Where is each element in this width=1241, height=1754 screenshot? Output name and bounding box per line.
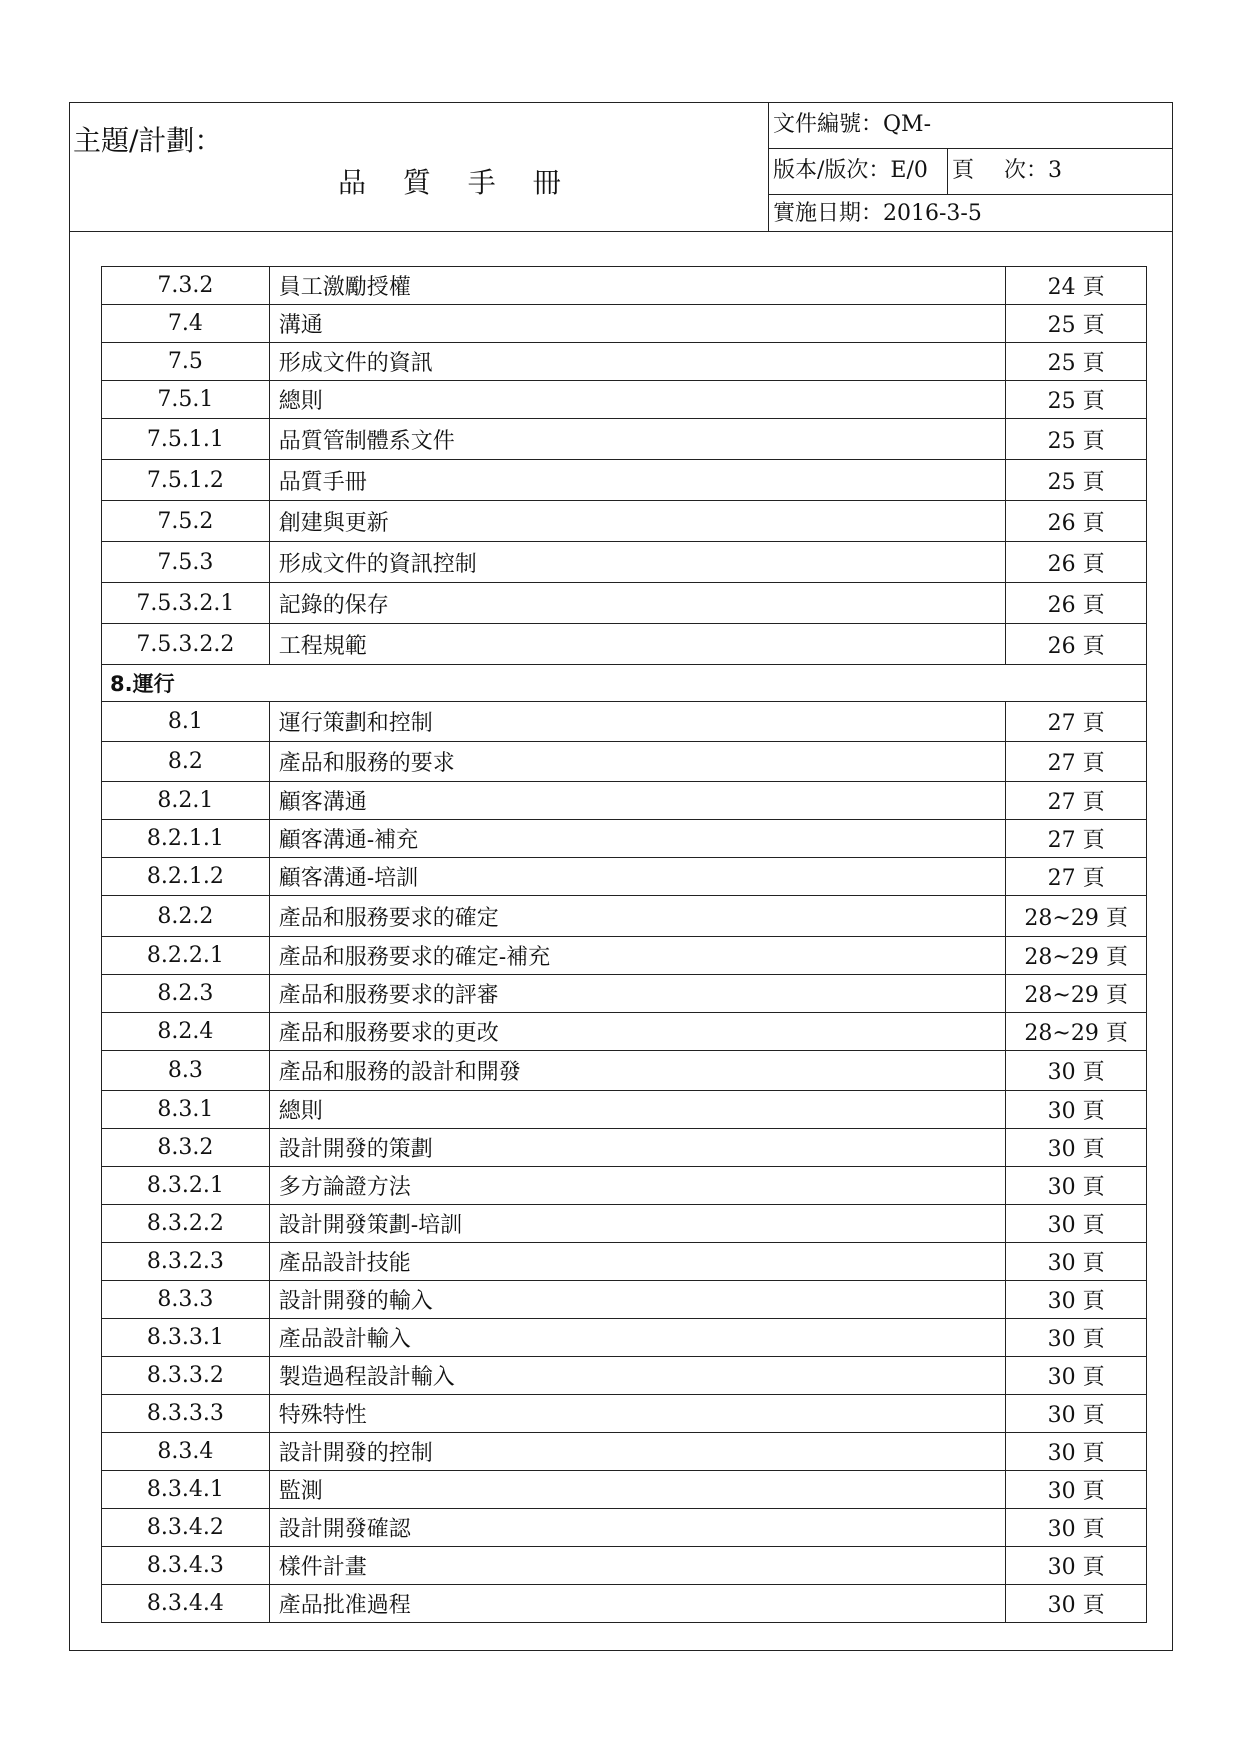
table-row (102, 1509, 1147, 1547)
section-heading: 8.運行 (102, 665, 1147, 702)
effective-date: 實施日期：2016-3-5 (773, 201, 982, 226)
toc-page: 27 頁 (1006, 742, 1147, 782)
toc-title: 設計開發策劃-培訓 (269, 1205, 1006, 1243)
toc-title: 運行策劃和控制 (269, 702, 1006, 742)
table-row (102, 343, 1147, 381)
toc-title: 形成文件的資訊 (269, 343, 1006, 381)
toc-page: 30 頁 (1006, 1091, 1147, 1129)
table-row (102, 1129, 1147, 1167)
toc-title: 產品設計輸入 (269, 1319, 1006, 1357)
toc-page: 26 頁 (1006, 583, 1147, 624)
toc-page: 27 頁 (1006, 702, 1147, 742)
toc-title: 特殊特性 (269, 1395, 1006, 1433)
toc-number: 8.2.3 (102, 975, 270, 1013)
table-row (102, 1013, 1147, 1051)
toc-page: 25 頁 (1006, 460, 1147, 501)
table-row (102, 742, 1147, 782)
toc-page: 30 頁 (1006, 1319, 1147, 1357)
toc-title: 設計開發的控制 (269, 1433, 1006, 1471)
toc-page: 28~29 頁 (1006, 937, 1147, 975)
toc-number: 8.3.4.1 (102, 1471, 270, 1509)
toc-page: 27 頁 (1006, 782, 1147, 820)
toc-number: 7.5.1.1 (102, 419, 270, 460)
toc-number: 8.2.2 (102, 896, 270, 937)
toc-number: 8.3.2.2 (102, 1205, 270, 1243)
toc-page: 30 頁 (1006, 1395, 1147, 1433)
table-row (102, 1547, 1147, 1585)
table-row (102, 782, 1147, 820)
table-row (102, 1051, 1147, 1091)
table-row (102, 1395, 1147, 1433)
toc-title: 產品和服務要求的確定 (269, 896, 1006, 937)
doc-number: 文件編號：QM- (769, 103, 1172, 149)
toc-title: 形成文件的資訊控制 (269, 542, 1006, 583)
toc-page: 24 頁 (1006, 267, 1147, 305)
toc-title: 產品和服務的設計和開發 (269, 1051, 1006, 1091)
table-row (102, 820, 1147, 858)
toc-number: 8.1 (102, 702, 270, 742)
toc-page: 27 頁 (1006, 858, 1147, 896)
table-row (102, 1357, 1147, 1395)
toc-number: 8.2 (102, 742, 270, 782)
toc-page: 26 頁 (1006, 624, 1147, 665)
toc-page: 30 頁 (1006, 1433, 1147, 1471)
table-row (102, 1167, 1147, 1205)
toc-title: 顧客溝通-補充 (269, 820, 1006, 858)
toc-title: 品質手冊 (269, 460, 1006, 501)
toc-number: 8.2.1.2 (102, 858, 270, 896)
toc-number: 8.3 (102, 1051, 270, 1091)
toc-number: 8.2.4 (102, 1013, 270, 1051)
toc-number: 8.3.3 (102, 1281, 270, 1319)
toc-number: 8.3.4.2 (102, 1509, 270, 1547)
table-row (102, 937, 1147, 975)
toc-page: 28~29 頁 (1006, 1013, 1147, 1051)
toc-title: 監測 (269, 1471, 1006, 1509)
toc-page: 30 頁 (1006, 1585, 1147, 1623)
toc-title: 產品和服務的要求 (269, 742, 1006, 782)
table-row (102, 460, 1147, 501)
toc-page: 30 頁 (1006, 1509, 1147, 1547)
toc-number: 7.4 (102, 305, 270, 343)
page-info (947, 149, 1172, 194)
toc-page: 25 頁 (1006, 381, 1147, 419)
toc-number: 7.5 (102, 343, 270, 381)
section-heading-row (102, 665, 1147, 702)
table-row (102, 1091, 1147, 1129)
toc-page: 30 頁 (1006, 1051, 1147, 1091)
table-row (102, 1205, 1147, 1243)
toc-number: 7.5.2 (102, 501, 270, 542)
toc-title: 總則 (269, 381, 1006, 419)
table-row (102, 381, 1147, 419)
table-row (102, 1281, 1147, 1319)
table-row (102, 858, 1147, 896)
header-info-area (768, 103, 1172, 231)
table-row (102, 975, 1147, 1013)
toc-number: 7.5.3.2.1 (102, 583, 270, 624)
table-row (102, 267, 1147, 305)
toc-number: 8.3.3.1 (102, 1319, 270, 1357)
toc-number: 8.2.2.1 (102, 937, 270, 975)
toc-title: 工程規範 (269, 624, 1006, 665)
table-row (102, 896, 1147, 937)
toc-number: 8.3.2 (102, 1129, 270, 1167)
table-row (102, 583, 1147, 624)
toc-title: 設計開發的輸入 (269, 1281, 1006, 1319)
toc-number: 8.3.3.2 (102, 1357, 270, 1395)
toc-number: 7.5.1 (102, 381, 270, 419)
header-title-area (70, 103, 768, 231)
toc-title: 產品和服務要求的評審 (269, 975, 1006, 1013)
page-label: 頁 (952, 158, 975, 183)
toc-title: 設計開發確認 (269, 1509, 1006, 1547)
toc-page: 30 頁 (1006, 1357, 1147, 1395)
toc-page: 30 頁 (1006, 1243, 1147, 1281)
toc-number: 8.3.4.3 (102, 1547, 270, 1585)
toc-page: 25 頁 (1006, 343, 1147, 381)
table-row (102, 1243, 1147, 1281)
toc-page: 26 頁 (1006, 501, 1147, 542)
table-row (102, 305, 1147, 343)
table-row (102, 1319, 1147, 1357)
toc-page: 30 頁 (1006, 1167, 1147, 1205)
toc-page: 30 頁 (1006, 1547, 1147, 1585)
toc-title: 顧客溝通 (269, 782, 1006, 820)
toc-page: 25 頁 (1006, 419, 1147, 460)
document-header (70, 103, 1172, 232)
table-row (102, 1433, 1147, 1471)
toc-title: 創建與更新 (269, 501, 1006, 542)
toc-number: 8.2.1 (102, 782, 270, 820)
table-row (102, 702, 1147, 742)
toc-title: 顧客溝通-培訓 (269, 858, 1006, 896)
toc-page: 30 頁 (1006, 1471, 1147, 1509)
toc-title: 員工激勵授權 (269, 267, 1006, 305)
version: 版本/版次：E/0 (773, 158, 928, 183)
toc-number: 8.3.2.1 (102, 1167, 270, 1205)
toc-title: 記錄的保存 (269, 583, 1006, 624)
table-row (102, 1585, 1147, 1623)
toc-title: 製造過程設計輸入 (269, 1357, 1006, 1395)
table-row (102, 419, 1147, 460)
page-value: 次：3 (1004, 158, 1062, 183)
toc-table (101, 266, 1147, 1623)
toc-title: 設計開發的策劃 (269, 1129, 1006, 1167)
subject-label: 主題/計劃： (73, 124, 223, 157)
toc-title: 溝通 (269, 305, 1006, 343)
toc-title: 多方論證方法 (269, 1167, 1006, 1205)
toc-page: 27 頁 (1006, 820, 1147, 858)
toc-page: 28~29 頁 (1006, 896, 1147, 937)
table-row (102, 542, 1147, 583)
toc-page: 28~29 頁 (1006, 975, 1147, 1013)
toc-title: 產品和服務要求的更改 (269, 1013, 1006, 1051)
toc-number: 8.2.1.1 (102, 820, 270, 858)
toc-page: 30 頁 (1006, 1129, 1147, 1167)
toc-number: 8.3.1 (102, 1091, 270, 1129)
document-title: 品 質 手 冊 (338, 166, 575, 199)
toc-title: 產品和服務要求的確定-補充 (269, 937, 1006, 975)
toc-title: 產品批准過程 (269, 1585, 1006, 1623)
toc-title: 品質管制體系文件 (269, 419, 1006, 460)
toc-number: 7.5.3 (102, 542, 270, 583)
toc-number: 7.3.2 (102, 267, 270, 305)
table-row (102, 1471, 1147, 1509)
toc-number: 8.3.3.3 (102, 1395, 270, 1433)
toc-number: 8.3.2.3 (102, 1243, 270, 1281)
toc-number: 8.3.4.4 (102, 1585, 270, 1623)
table-row (102, 501, 1147, 542)
toc-number: 7.5.3.2.2 (102, 624, 270, 665)
toc-title: 產品設計技能 (269, 1243, 1006, 1281)
toc-number: 7.5.1.2 (102, 460, 270, 501)
toc-title: 樣件計畫 (269, 1547, 1006, 1585)
version-row (769, 149, 1172, 195)
table-row (102, 624, 1147, 665)
toc-page: 30 頁 (1006, 1205, 1147, 1243)
toc-page: 26 頁 (1006, 542, 1147, 583)
toc-page: 25 頁 (1006, 305, 1147, 343)
toc-page: 30 頁 (1006, 1281, 1147, 1319)
toc-number: 8.3.4 (102, 1433, 270, 1471)
toc-title: 總則 (269, 1091, 1006, 1129)
